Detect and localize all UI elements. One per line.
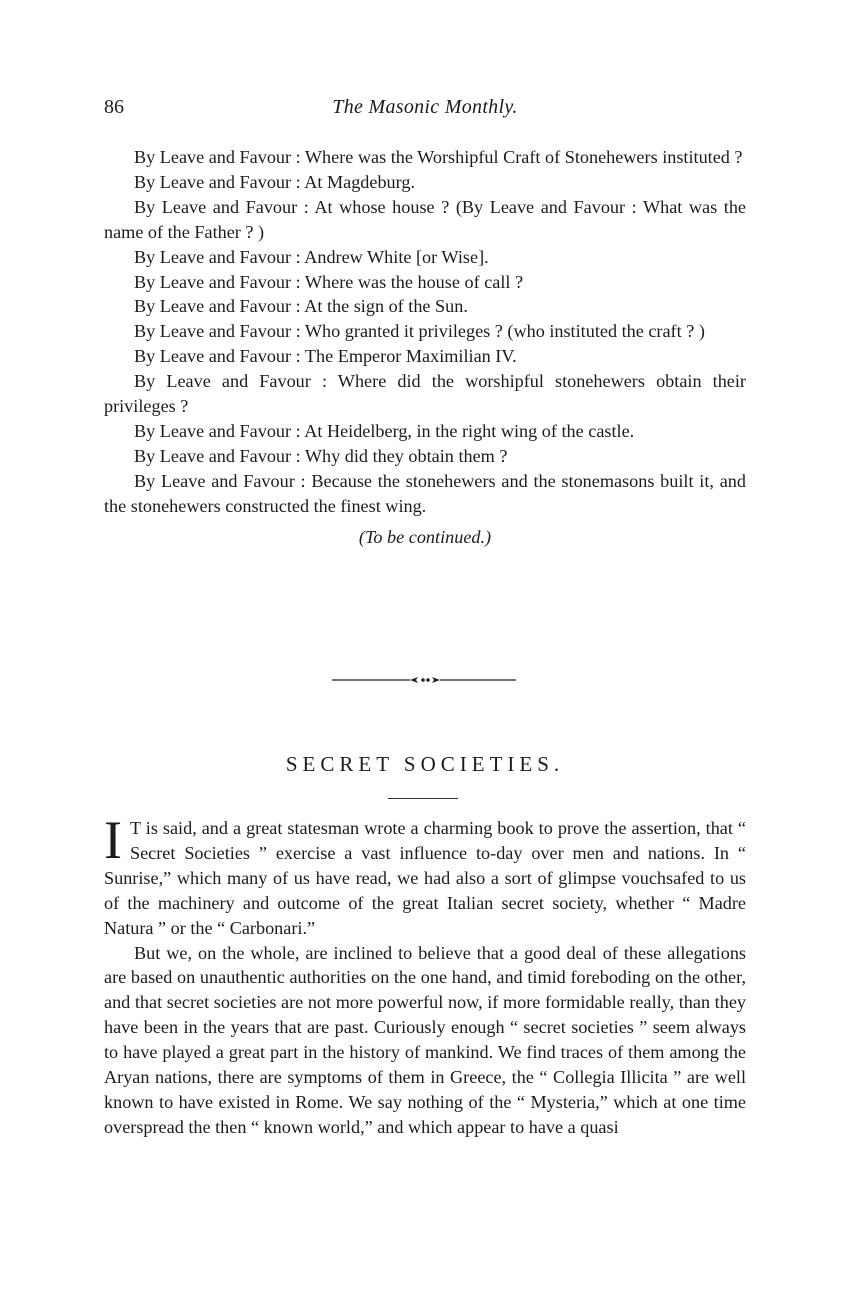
dialogue-line: By Leave and Favour : Where was the house of call ? bbox=[134, 271, 524, 292]
dialogue-line: By Leave and Favour : Why did they obtain them ? bbox=[134, 445, 508, 466]
dialogue-line: By Leave and Favour : At whose house ? (By Leave and Favour : What was the name of the Father ? ) bbox=[104, 196, 746, 242]
drop-cap: I bbox=[104, 810, 122, 870]
dialogue-line: By Leave and Favour : At Heidelberg, in the right wing of the castle. bbox=[134, 420, 635, 441]
dialogue-line: By Leave and Favour : Where was the Worshipful Craft of Stonehewers instituted ? bbox=[134, 147, 743, 167]
dialogue-line: By Leave and Favour : At the sign of the Sun. bbox=[134, 296, 468, 317]
article-paragraph-2: But we, on the whole, are inclined to believe that a good deal of these allegations are based on unauthentic authorities on the one hand, and timid foreboding on the other, and that secret societies are not more powerful now, if more formidable really, than they have been in the years that are past. Curiously enough “ secret societies ” seem always to have played a great part in the history of mankind. We find traces of them among the Aryan nations, there are symptoms of them in Greece, the “ Collegia Illicita ” are well known to have existed in Rome. We say nothing of the “ Mysteria,” which at one time overspread the then “ known world,” and which appear to have a quasi bbox=[104, 942, 746, 1137]
paragraph-1-text: T is said, and a great statesman wrote a charming book to prove the assertion, that “ Secret Societies ” exercise a vast influence to-day over men and nations. In “ Sunrise,” which many of us have read, we had also a sort of glimpse vouchsafed to us of the machinery and outcome of the great Italian secret society, whether “ Madre Natura ” or the “ Carbonari.” bbox=[104, 818, 746, 938]
dialogue-line: By Leave and Favour : Because the stonehewers and the stonemasons built it, and the stonehewers constructed the finest wing. bbox=[104, 470, 746, 516]
article-paragraph-1 bbox=[104, 810, 746, 941]
article-title: SECRET SOCIETIES. bbox=[285, 752, 565, 776]
dialogue-line: By Leave and Favour : At Magdeburg. bbox=[134, 171, 416, 192]
dialogue-line: By Leave and Favour : Where did the worshipful stonehewers obtain their privileges ? bbox=[104, 371, 746, 417]
article-body bbox=[104, 810, 746, 1140]
page-number: 86 bbox=[104, 96, 124, 118]
dialogue-line: By Leave and Favour : Who granted it privileges ? (who instituted the craft ? ) bbox=[134, 321, 705, 342]
title-rule bbox=[388, 798, 458, 799]
dialogue-line: By Leave and Favour : The Emperor Maximilian IV. bbox=[134, 346, 517, 367]
ornament-divider-icon bbox=[332, 674, 516, 686]
dialogue-line: By Leave and Favour : Andrew White [or Wise]. bbox=[134, 246, 489, 267]
to-be-continued: (To be continued.) bbox=[358, 526, 492, 547]
page-header bbox=[104, 96, 746, 126]
dialogue-section bbox=[104, 145, 746, 550]
running-title: The Masonic Monthly. bbox=[332, 96, 518, 118]
